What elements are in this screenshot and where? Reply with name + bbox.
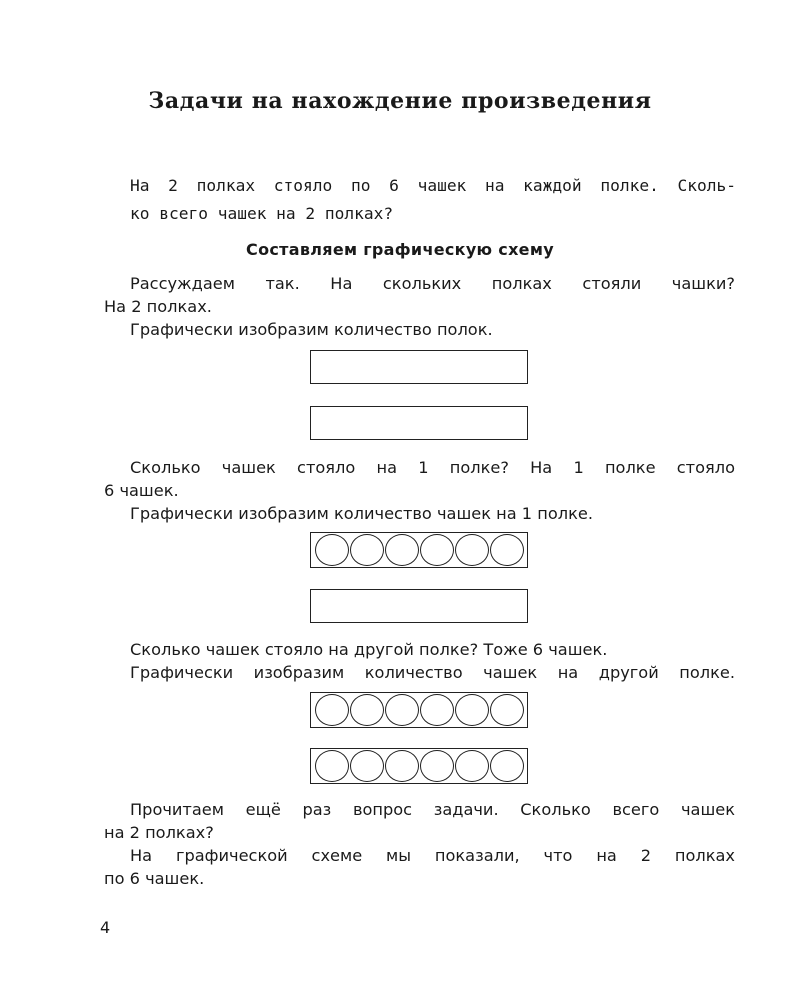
task-line-1: На 2 полках стояло по 6 чашек на каждой полке. Сколь- <box>130 176 736 195</box>
step4-line-3: На графической схеме мы показали, что на 2 полках <box>130 846 735 865</box>
step4-paragraph <box>104 798 735 890</box>
step4-line-4: по 6 чашек. <box>104 869 205 888</box>
shelf-with-cups-2b <box>310 748 528 784</box>
cup-icon <box>420 534 454 566</box>
step4-line-1: Прочитаем ещё раз вопрос задачи. Сколько всего чашек <box>130 800 735 819</box>
section-subtitle: Составляем графическую схему <box>246 240 554 259</box>
step1-line-2: На 2 полках. <box>104 297 212 316</box>
cup-icon <box>490 534 524 566</box>
cup-icon <box>350 534 384 566</box>
page-title: Задачи на нахождение произведения <box>148 88 652 114</box>
cup-icon <box>385 750 419 782</box>
step2-paragraph <box>104 456 735 525</box>
step1-line-3: Графически изобразим количество полок. <box>130 320 493 339</box>
cup-icon <box>490 694 524 726</box>
step3-paragraph <box>104 638 735 684</box>
step2-line-1: Сколько чашек стояло на 1 полке? На 1 полке стояло <box>130 458 735 477</box>
step3-line-1: Сколько чашек стояло на другой полке? Тоже 6 чашек. <box>130 640 608 659</box>
cup-icon <box>455 534 489 566</box>
step1-paragraph <box>104 272 735 341</box>
step1-line-1: Рассуждаем так. На скольких полках стояли чашки? <box>130 274 735 293</box>
shelf-with-cups-2a <box>310 692 528 728</box>
step2-line-2: 6 чашек. <box>104 481 179 500</box>
step4-line-2: на 2 полках? <box>104 823 214 842</box>
step3-line-2: Графически изобразим количество чашек на другой полке. <box>130 663 735 682</box>
cup-icon <box>315 750 349 782</box>
cup-icon <box>385 534 419 566</box>
cup-icon <box>315 694 349 726</box>
cup-icon <box>315 534 349 566</box>
cup-icon <box>385 694 419 726</box>
cup-icon <box>420 694 454 726</box>
shelf-with-cups-1 <box>310 532 528 568</box>
cup-icon <box>455 694 489 726</box>
shelf-box-empty <box>310 589 528 623</box>
task-line-2: ко всего чашек на 2 полках? <box>130 204 394 223</box>
task-text <box>130 172 736 228</box>
step2-line-3: Графически изобразим количество чашек на 1 полке. <box>130 504 593 523</box>
cup-icon <box>420 750 454 782</box>
cup-icon <box>350 750 384 782</box>
shelf-box-1 <box>310 350 528 384</box>
cup-icon <box>350 694 384 726</box>
shelf-box-2 <box>310 406 528 440</box>
page-number: 4 <box>100 918 111 937</box>
cup-icon <box>455 750 489 782</box>
cup-icon <box>490 750 524 782</box>
